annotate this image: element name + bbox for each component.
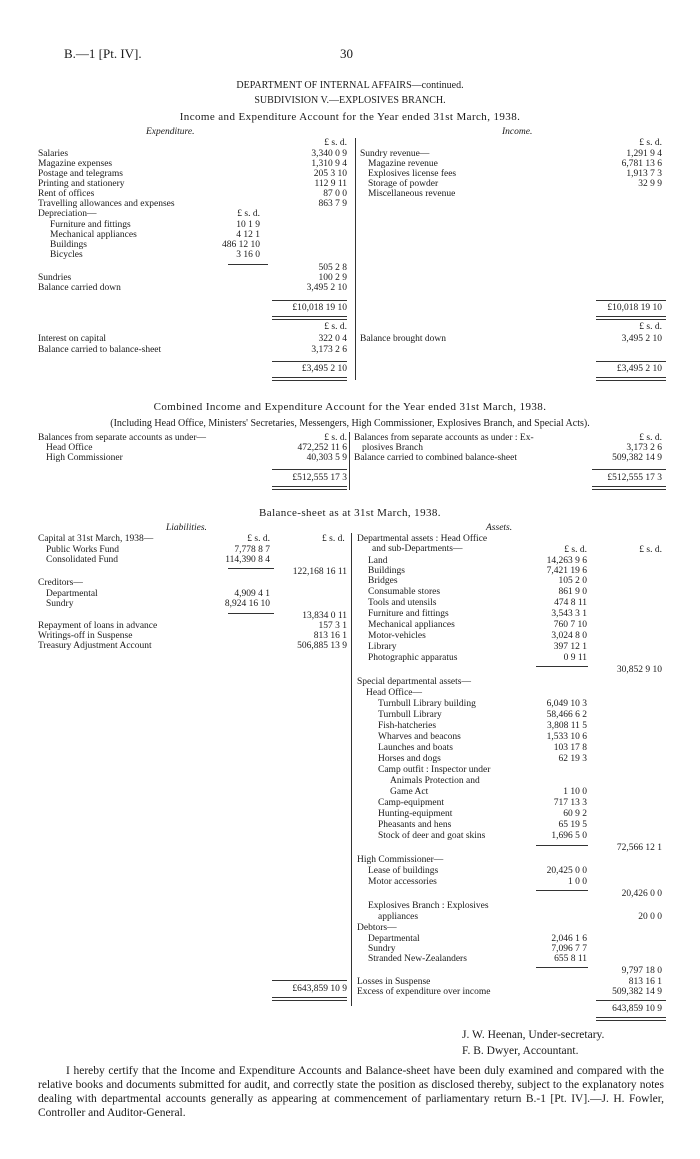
row-label: Camp-equipment: [378, 798, 444, 808]
row-label: Magazine expenses: [38, 159, 113, 169]
row-label: Hunting-equipment: [378, 809, 453, 819]
row-label: Mechanical appliances: [368, 620, 455, 630]
audit-certificate: I hereby certify that the Income and Expenditure Accounts and Balance-sheet have been duly examined and compared with the relative books and documents submitted for audit, and correctly state the position as disclosed thereby, subject to the explanatory notes dealing with departmental accounts generally as appearing at commencement of parliamentary return B.-1 [Pt. IV].—J. H. Fowler, Controller and Auditor-General.: [38, 1065, 664, 1119]
row-amount: 3,340 0 9: [311, 149, 347, 159]
ie-total-2: £3,495 2 10: [616, 364, 662, 374]
column-divider: [351, 533, 352, 1006]
expenditure-heading: Expenditure.: [146, 127, 195, 137]
row-label: Land: [368, 556, 388, 566]
row-amount: 1 0 0: [568, 877, 587, 887]
row-label: Writings-off in Suspense: [38, 631, 133, 641]
row-amount: 760 7 10: [553, 620, 587, 630]
row-amount: 3,808 11 5: [546, 721, 587, 731]
row-amount: 30,852 9 10: [616, 665, 662, 675]
lsd-header: £ s. d.: [639, 545, 662, 555]
rule: [228, 613, 274, 614]
row-amount: 20 0 0: [638, 912, 662, 922]
rule: [596, 361, 666, 362]
row-amount: 863 7 9: [318, 199, 347, 209]
row-label: Motor accessories: [368, 877, 437, 887]
row-label: Turnbull Library building: [378, 699, 476, 709]
row-label: Sundry: [46, 599, 74, 609]
row-label: Balance carried to balance-sheet: [38, 345, 162, 355]
row-label: Buildings: [50, 240, 87, 250]
ie-total: £10,018 19 10: [607, 303, 662, 313]
income-heading: Income.: [502, 127, 533, 137]
row-label: Head Office: [46, 443, 93, 453]
row-label: plosives Branch: [362, 443, 423, 453]
row-amount: 1 10 0: [563, 787, 587, 797]
row-label: Mechanical appliances: [50, 230, 137, 240]
row-label: Stock of deer and goat skins: [378, 831, 486, 841]
row-label: Departmental: [368, 934, 420, 944]
row-label: Debtors—: [357, 923, 397, 933]
rule: [592, 469, 666, 470]
lsd-header: £ s. d.: [324, 138, 347, 148]
lsd-header: £ s. d.: [564, 545, 587, 555]
row-label: Creditors—: [38, 578, 83, 588]
row-amount: 122,168 16 11: [292, 567, 347, 577]
row-amount: 3,495 2 10: [306, 283, 347, 293]
lsd-header: £ s. d.: [322, 534, 345, 544]
row-amount: 472,252 11 6: [297, 443, 347, 453]
lsd-header: £ s. d.: [247, 534, 270, 544]
row-label: Rent of offices: [38, 189, 95, 199]
rule: [228, 568, 274, 569]
row-amount: 112 9 11: [314, 179, 347, 189]
lsd-header: £ s. d.: [324, 433, 347, 443]
row-amount: 6,049 10 3: [546, 699, 587, 709]
row-amount: 1,291 9 4: [626, 149, 662, 159]
row-label: Launches and boats: [378, 743, 453, 753]
row-label: Bridges: [368, 576, 398, 586]
row-amount: 6,781 13 6: [621, 159, 662, 169]
row-label: Furniture and fittings: [50, 220, 131, 230]
row-label: Balance carried down: [38, 283, 121, 293]
ie-total-2: £3,495 2 10: [301, 364, 347, 374]
row-amount: 7,096 7 7: [551, 944, 587, 954]
double-rule: [596, 1017, 666, 1021]
double-rule: [596, 316, 666, 320]
rule: [272, 980, 347, 981]
lsd-header: £ s. d.: [324, 322, 347, 332]
row-label: Miscellaneous revenue: [368, 189, 456, 199]
row-amount: 9,797 18 0: [621, 966, 662, 976]
row-label: Library: [368, 642, 397, 652]
row-label: Pheasants and hens: [378, 820, 452, 830]
column-divider: [349, 432, 350, 490]
row-amount: 655 8 11: [554, 954, 587, 964]
lsd-header: £ s. d.: [639, 433, 662, 443]
row-amount: 3,173 2 6: [311, 345, 347, 355]
row-label: Motor-vehicles: [368, 631, 426, 641]
rule: [596, 1000, 666, 1001]
row-amount: 0 9 11: [563, 653, 587, 663]
row-label: Fish-hatcheries: [378, 721, 437, 731]
row-amount: 505 2 8: [318, 263, 347, 273]
row-label: Balance carried to combined balance-sheet: [354, 453, 517, 463]
double-rule: [272, 486, 347, 490]
row-label: Head Office—: [366, 688, 423, 698]
row-amount: 20,425 0 0: [546, 866, 587, 876]
row-label: Camp outfit : Inspector under: [378, 765, 491, 775]
rule: [536, 890, 588, 891]
row-amount: 58,466 6 2: [546, 710, 587, 720]
row-amount: 397 12 1: [553, 642, 587, 652]
row-label: and sub-Departments—: [372, 544, 463, 554]
rule: [228, 264, 268, 265]
liabilities-heading: Liabilities.: [166, 523, 207, 533]
row-amount: 2,046 1 6: [551, 934, 587, 944]
row-label: Furniture and fittings: [368, 609, 449, 619]
row-amount: 13,834 0 11: [302, 611, 347, 621]
row-label: Travelling allowances and expenses: [38, 199, 175, 209]
row-amount: 7,778 8 7: [234, 545, 270, 555]
row-label: Balance brought down: [360, 334, 447, 344]
row-amount: 114,390 8 4: [225, 555, 270, 565]
rule: [536, 967, 588, 968]
row-amount: 4 12 1: [236, 230, 260, 240]
rule: [272, 361, 347, 362]
row-amount: 105 2 0: [558, 576, 587, 586]
row-label: Balances from separate accounts as under—: [38, 433, 207, 443]
row-label: Public Works Fund: [46, 545, 119, 555]
combined-total: £512,555 17 3: [607, 473, 662, 483]
liabilities-total: £643,859 10 9: [292, 984, 347, 994]
row-label: Explosives license fees: [368, 169, 457, 179]
row-amount: 72,566 12 1: [616, 843, 662, 853]
balance-sheet-title: Balance-sheet as at 31st March, 1938.: [259, 507, 441, 519]
lsd-header: £ s. d.: [639, 138, 662, 148]
row-amount: 3,173 2 6: [626, 443, 662, 453]
row-label: Repayment of loans in advance: [38, 621, 158, 631]
row-label: Losses in Suspense: [357, 977, 431, 987]
ie-total: £10,018 19 10: [292, 303, 347, 313]
row-label: Wharves and beacons: [378, 732, 461, 742]
row-amount: 509,382 14 9: [612, 453, 662, 463]
row-label: Stranded New-Zealanders: [368, 954, 467, 964]
row-label: Departmental: [46, 589, 98, 599]
row-label: Balances from separate accounts as under : Ex-: [354, 433, 534, 443]
row-label: Explosives Branch : Explosives: [368, 901, 489, 911]
row-amount: 1,533 10 6: [546, 732, 587, 742]
row-label: Excess of expenditure over income: [357, 987, 491, 997]
row-amount: 32 9 9: [638, 179, 662, 189]
row-amount: 8,924 16 10: [224, 599, 270, 609]
double-rule: [272, 997, 347, 1001]
signature-under-secretary: J. W. Heenan, Under-secretary.: [462, 1029, 605, 1041]
row-amount: 205 3 10: [313, 169, 347, 179]
row-amount: 65 19 5: [558, 820, 587, 830]
row-amount: 4,909 4 1: [234, 589, 270, 599]
row-label: Depreciation—: [38, 209, 97, 219]
row-label: appliances: [378, 912, 419, 922]
row-amount: 62 19 3: [558, 754, 587, 764]
row-label: Sundries: [38, 273, 72, 283]
row-amount: 486 12 10: [222, 240, 260, 250]
row-amount: 10 1 9: [236, 220, 260, 230]
row-label: Bicycles: [50, 250, 83, 260]
page-number: 30: [340, 46, 353, 61]
double-rule: [592, 486, 666, 490]
row-label: Magazine revenue: [368, 159, 438, 169]
row-amount: 103 17 8: [553, 743, 587, 753]
row-label: Tools and utensils: [368, 598, 437, 608]
row-amount: 861 9 0: [558, 587, 587, 597]
rule: [536, 666, 588, 667]
row-amount: 20,426 0 0: [621, 889, 662, 899]
row-amount: 813 16 1: [628, 977, 662, 987]
row-amount: 506,885 13 9: [297, 641, 347, 651]
row-label: Special departmental assets—: [357, 677, 471, 687]
row-label: Salaries: [38, 149, 69, 159]
doc-reference: B.—1 [Pt. IV].: [64, 46, 142, 61]
row-amount: 40,303 5 9: [306, 453, 347, 463]
row-amount: 509,382 14 9: [612, 987, 662, 997]
row-label: Interest on capital: [38, 334, 107, 344]
row-label: Storage of powder: [368, 179, 439, 189]
rule: [596, 300, 666, 301]
row-amount: 100 2 9: [318, 273, 347, 283]
row-amount: 7,421 19 6: [546, 566, 587, 576]
combined-title: Combined Income and Expenditure Account for the Year ended 31st March, 1938.: [153, 401, 547, 413]
row-amount: 474 8 11: [554, 598, 587, 608]
row-label: Capital at 31st March, 1938—: [38, 534, 154, 544]
row-label: Postage and telegrams: [38, 169, 123, 179]
row-amount: 157 3 1: [318, 621, 347, 631]
row-label: Photographic apparatus: [368, 653, 458, 663]
rule: [536, 845, 588, 846]
subdivision-title: SUBDIVISION V.—EXPLOSIVES BRANCH.: [254, 95, 446, 106]
row-label: Animals Protection and: [390, 776, 480, 786]
row-label: Printing and stationery: [38, 179, 125, 189]
row-label: High Commissioner: [46, 453, 123, 463]
row-label: Departmental assets : Head Office: [357, 534, 488, 544]
ie-account-title: Income and Expenditure Account for the Year ended 31st March, 1938.: [179, 111, 521, 123]
double-rule: [272, 377, 347, 381]
rule: [272, 300, 347, 301]
row-label: Consumable stores: [368, 587, 441, 597]
row-label: Sundry revenue—: [360, 149, 430, 159]
row-label: Lease of buildings: [368, 866, 439, 876]
row-label: Turnbull Library: [378, 710, 442, 720]
double-rule: [272, 316, 347, 320]
assets-total: 643,859 10 9: [612, 1004, 662, 1014]
row-amount: 60 9 2: [563, 809, 587, 819]
row-amount: 3,495 2 10: [621, 334, 662, 344]
row-amount: 322 0 4: [318, 334, 347, 344]
combined-total: £512,555 17 3: [292, 473, 347, 483]
row-amount: 3,543 3 1: [551, 609, 587, 619]
combined-subtitle: (Including Head Office, Ministers' Secretaries, Messengers, High Commissioner, Explosives Branch, and Special Acts).: [110, 418, 590, 429]
row-label: Game Act: [390, 787, 429, 797]
lsd-header: £ s. d.: [639, 322, 662, 332]
row-amount: 1,310 9 4: [311, 159, 347, 169]
row-label: Treasury Adjustment Account: [38, 641, 152, 651]
row-amount: 813 16 1: [313, 631, 347, 641]
row-amount: 3,024 8 0: [551, 631, 587, 641]
row-label: Horses and dogs: [378, 754, 441, 764]
row-amount: 87 0 0: [323, 189, 347, 199]
row-amount: 717 13 3: [553, 798, 587, 808]
double-rule: [596, 377, 666, 381]
rule: [272, 469, 347, 470]
column-divider: [355, 138, 356, 380]
department-title: DEPARTMENT OF INTERNAL AFFAIRS—continued.: [236, 80, 464, 91]
row-amount: 1,913 7 3: [626, 169, 662, 179]
row-amount: 1,696 5 0: [551, 831, 587, 841]
assets-heading: Assets.: [486, 523, 513, 533]
dep-lsd-header: £ s. d.: [237, 209, 260, 219]
row-label: Consolidated Fund: [46, 555, 119, 565]
row-amount: 3 16 0: [236, 250, 260, 260]
row-amount: 14,263 9 6: [546, 556, 587, 566]
signature-accountant: F. B. Dwyer, Accountant.: [462, 1045, 579, 1057]
row-label: Sundry: [368, 944, 396, 954]
row-label: Buildings: [368, 566, 405, 576]
row-label: High Commissioner—: [357, 855, 444, 865]
